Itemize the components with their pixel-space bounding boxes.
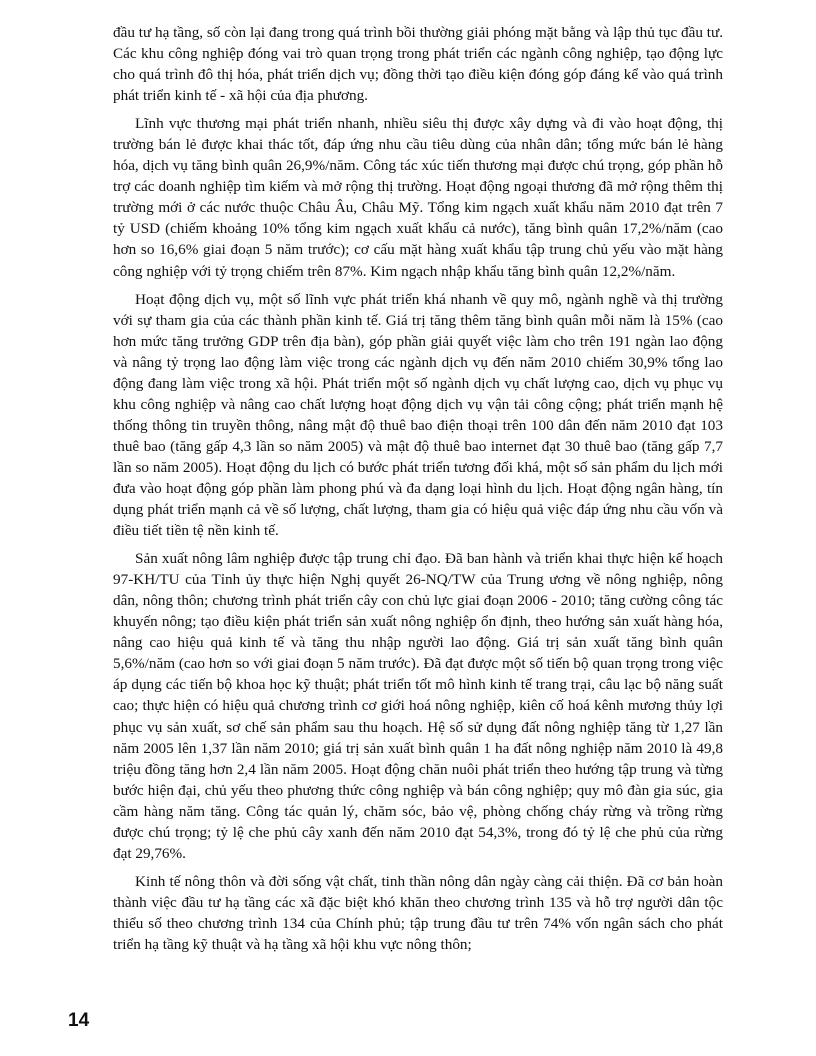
paragraph-agriculture: Sản xuất nông lâm nghiệp được tập trung chỉ đạo. Đã ban hành và triển khai thực hiện kế hoạch 97-KH/TU của Tỉnh ủy thực hiện Nghị quyết 26-NQ/TW của Trung ương về nông nghiệp, nông dân, nông thôn; chương trình phát triển cây con chủ lực giai đoạn 2006 - 2010; tăng cường công tác khuyến nông; tạo điều kiện phát triển sản xuất nông nghiệp ổn định, theo hướng sản xuất hàng hóa, nâng cao hiệu quả kinh tế và tăng thu nhập người lao động. Giá trị sản xuất tăng bình quân 5,6%/năm (cao hơn so với giai đoạn 5 năm trước). Đã đạt được một số tiến bộ quan trọng trong việc áp dụng các tiến bộ khoa học kỹ thuật; phát triển tốt mô hình kinh tế trang trại, câu lạc bộ năng suất cao; thực hiện có hiệu quả chương trình cơ giới hoá nông nghiệp, kiên cố hoá kênh mương thủy lợi phục vụ sản xuất, sơ chế sản phẩm sau thu hoạch. Hệ số sử dụng đất nông nghiệp tăng từ 1,27 lần năm 2005 lên 1,37 lần năm 2010; giá trị sản xuất bình quân 1 ha đất nông nghiệp năm 2010 là 49,8 triệu đồng tăng hơn 2,4 lần năm 2005. Hoạt động chăn nuôi phát triển theo hướng tập trung và từng bước hiện đại, chủ yếu theo phương thức công nghiệp và bán công nghiệp; quy mô đàn gia súc, gia cầm hàng năm tăng. Công tác quản lý, chăm sóc, bảo vệ, phòng chống cháy rừng và trồng rừng được chú trọng; tỷ lệ che phủ cây xanh đến năm 2010 đạt 54,3%, trong đó tỷ lệ che phủ của rừng đạt 29,76%. [113,550,723,862]
paragraph-trade: Lĩnh vực thương mại phát triển nhanh, nhiều siêu thị được xây dựng và đi vào hoạt động, thị trường bán lẻ được khai thác tốt, đáp ứng nhu cầu tiêu dùng của nhân dân; tổng mức bán lẻ hàng hóa, dịch vụ tăng bình quân 26,9%/năm. Công tác xúc tiến thương mại được chú trọng, góp phần hỗ trợ các doanh nghiệp tìm kiếm và mở rộng thị trường. Hoạt động ngoại thương đã mở rộng thêm thị trường mới ở các nước thuộc Châu Âu, Châu Mỹ. Tổng kim ngạch xuất khẩu năm 2010 đạt trên 7 tỷ USD (chiếm khoảng 10% tổng kim ngạch xuất khẩu cả nước), tăng bình quân 17,2%/năm (cao hơn so 16,6% giai đoạn 5 năm trước); cơ cấu mặt hàng xuất khẩu tập trung chủ yếu vào mặt hàng công nghiệp với tỷ trọng chiếm trên 87%. Kim ngạch nhập khẩu tăng bình quân 12,2%/năm. [113,115,723,280]
paragraph-rural-economy: Kinh tế nông thôn và đời sống vật chất, tinh thần nông dân ngày càng cải thiện. Đã cơ bản hoàn thành việc đầu tư hạ tầng các xã đặc biệt khó khăn theo chương trình 135 và hỗ trợ người dân tộc thiểu số theo chương trình 134 của Chính phủ; tập trung đầu tư trên 74% vốn ngân sách cho phát triển hạ tầng kỹ thuật và hạ tầng xã hội khu vực nông thôn; [113,872,723,953]
paragraph-continuation: đầu tư hạ tầng, số còn lại đang trong quá trình bồi thường giải phóng mặt bằng và lập thủ tục đầu tư. Các khu công nghiệp đóng vai trò quan trọng trong phát triển các ngành công nghiệp, tạo động lực cho quá trình đô thị hóa, phát triển dịch vụ; đồng thời tạo điều kiện đóng góp đáng kể vào quá trình phát triển kinh tế - xã hội của địa phương. [113,24,723,105]
body-text [113,22,723,962]
page-number: 14 [68,1010,90,1031]
paragraph-services: Hoạt động dịch vụ, một số lĩnh vực phát triển khá nhanh về quy mô, ngành nghề và thị trường với sự tham gia của các thành phần kinh tế. Giá trị tăng thêm tăng bình quân mỗi năm là 15% (cao hơn mức tăng trưởng GDP trên địa bàn), góp phần giải quyết việc làm cho trên 191 ngàn lao động và nâng tỷ trọng lao động làm việc trong các ngành dịch vụ đến năm 2010 chiếm 30,9% tổng lao động đang làm việc trong xã hội. Phát triển một số ngành dịch vụ chất lượng cao, dịch vụ phục vụ khu công nghiệp và nâng cao chất lượng hoạt động dịch vụ vận tải công cộng; phát triển mạnh hệ thống thông tin truyền thông, nâng mật độ thuê bao điện thoại trên 100 dân đến năm 2010 đạt 103 thuê bao (tăng gấp 4,3 lần so năm 2005) và mật độ thuê bao internet đạt 30 thuê bao (tăng gấp 7,7 lần so năm 2005). Hoạt động du lịch có bước phát triển tương đối khá, một số sản phẩm du lịch mới đưa vào hoạt động góp phần làm phong phú và đa dạng loại hình du lịch. Hoạt động ngân hàng, tín dụng phát triển mạnh cả về số lượng, chất lượng, tham gia có hiệu quả việc đáp ứng nhu cầu vốn và điều tiết tiền tệ nền kinh tế. [113,290,723,540]
